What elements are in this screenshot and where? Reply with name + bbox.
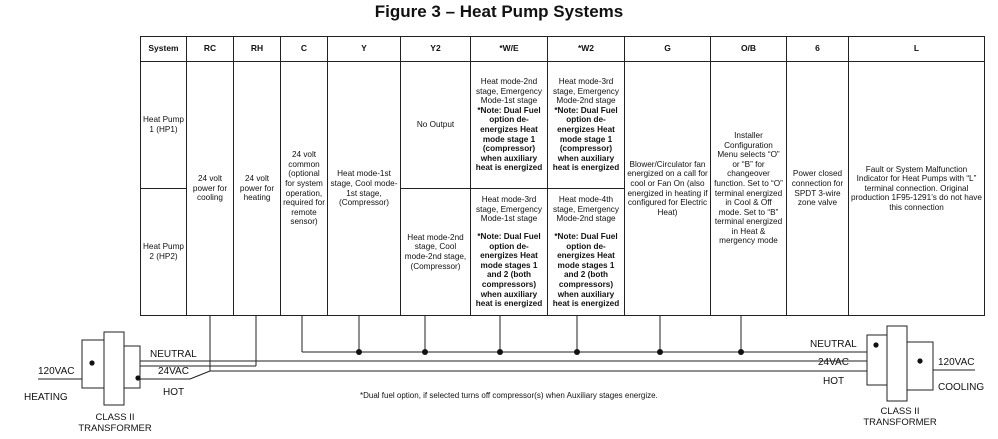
right-transformer-label — [850, 406, 950, 428]
right-input-label: 120VAC — [938, 357, 975, 368]
cell-c: 24 volt common (optional for system operation, required for remote sensor) — [281, 62, 328, 316]
cell-w2-hp2-text: Heat mode-4th stage, Emergency Mode-2nd stage — [553, 195, 619, 224]
col-header-l: L — [849, 37, 985, 62]
left-primary-dot — [89, 360, 94, 365]
col-header-g: G — [625, 37, 711, 62]
col-header-rh: RH — [234, 37, 281, 62]
right-secondary-dot — [873, 342, 878, 347]
cell-we-hp2-note: *Note: Dual Fuel option de-energizes Heat mode stages 1 and 2 (both compressors) when auxiliary heat is energized — [475, 232, 543, 309]
col-header-w2: *W2 — [548, 37, 625, 62]
col-header-y2: Y2 — [401, 37, 471, 62]
heating-24vac-jog — [190, 371, 210, 379]
figure-title: Figure 3 – Heat Pump Systems — [374, 2, 624, 21]
left-transformer-label — [70, 412, 160, 434]
right-transformer-primary — [907, 342, 933, 390]
cell-we-hp2-text: Heat mode-3rd stage, Emergency Mode-1st stage — [476, 195, 542, 224]
left-transformer-secondary — [124, 346, 140, 388]
junction-dot-y — [356, 349, 362, 355]
junction-dot-w2 — [574, 349, 580, 355]
right-transformer-core — [887, 326, 907, 401]
col-header-we: *W/E — [471, 37, 548, 62]
left-neutral-label: NEUTRAL — [150, 349, 197, 360]
right-transformer-secondary — [867, 335, 887, 385]
left-secondary-dot — [135, 375, 140, 380]
junction-dot-we — [497, 349, 503, 355]
col-header-6: 6 — [787, 37, 849, 62]
right-transformer-label-line1: CLASS II — [880, 406, 920, 417]
col-header-y: Y — [328, 37, 401, 62]
junction-dot-g — [657, 349, 663, 355]
row-label-hp1: Heat Pump 1 (HP1) — [141, 62, 187, 189]
junction-dot-y2 — [422, 349, 428, 355]
cell-g: Blower/Circulator fan energized on a call for cool or Fan On (also energized in heating if configured for Electric Heat) — [625, 62, 711, 316]
cell-rh: 24 volt power for heating — [234, 62, 281, 316]
row-label-hp2: Heat Pump 2 (HP2) — [141, 189, 187, 316]
left-transformer-core — [104, 332, 124, 405]
cell-rc: 24 volt power for cooling — [187, 62, 234, 316]
junction-dot-ob — [738, 349, 744, 355]
left-input-label: 120VAC — [38, 366, 75, 377]
right-transformer-label-line2: TRANSFORMER — [863, 417, 937, 428]
cell-y2-hp2: Heat mode-2nd stage, Cool mode-2nd stage, (Compressor) — [401, 189, 471, 316]
footnote: *Dual fuel option, if selected turns off compressor(s) when Auxiliary stages energize. — [360, 391, 658, 400]
col-header-rc: RC — [187, 37, 234, 62]
cooling-label: COOLING — [938, 382, 985, 393]
right-primary-dot — [917, 358, 922, 363]
cell-6: Power closed connection for SPDT 3-wire zone valve — [787, 62, 849, 316]
cell-we-hp1-text: Heat mode-2nd stage, Emergency Mode-1st stage — [476, 77, 542, 106]
col-header-c: C — [281, 37, 328, 62]
right-24vac-label: 24VAC — [818, 357, 849, 368]
cell-w2-hp1-text: Heat mode-3rd stage, Emergency Mode-2nd stage — [553, 77, 619, 106]
right-hot-label: HOT — [823, 376, 845, 387]
cell-y: Heat mode-1st stage, Cool mode-1st stage, (Compressor) — [328, 62, 401, 316]
cell-l: Fault or System Malfunction Indicator for Heat Pumps with “L” terminal connection. Original production 1F95-1291’s do not have this connection — [849, 62, 985, 316]
cell-y2-hp1: No Output — [401, 62, 471, 189]
left-transformer-label-line1: CLASS II — [95, 412, 135, 423]
col-header-system: System — [141, 37, 187, 62]
left-hot-label: HOT — [163, 387, 185, 398]
cell-w2-hp2-note: *Note: Dual Fuel option de-energizes Heat mode stages 1 and 2 (both compressors) when auxiliary heat is energized — [552, 232, 620, 309]
right-neutral-label: NEUTRAL — [810, 339, 857, 350]
left-transformer-label-line2: TRANSFORMER — [78, 423, 152, 434]
cell-w2-hp1-note: *Note: Dual Fuel option de-energizes Heat mode stage 1 (compressor) when auxiliary heat is energized — [552, 105, 620, 173]
left-24vac-label: 24VAC — [158, 366, 189, 377]
col-header-ob: O/B — [711, 37, 787, 62]
heating-label: HEATING — [24, 392, 68, 403]
cell-ob: Installer Configuration Menu selects “O” or “B” for changeover function. Set to “O” terminal energized in Cool & Off mode. Set to “B” terminal energized in Heat & mergency mode — [711, 62, 787, 316]
cell-we-hp1-note: *Note: Dual Fuel option de-energizes Heat mode stage 1 (compressor) when auxiliary heat is energized — [475, 105, 543, 173]
